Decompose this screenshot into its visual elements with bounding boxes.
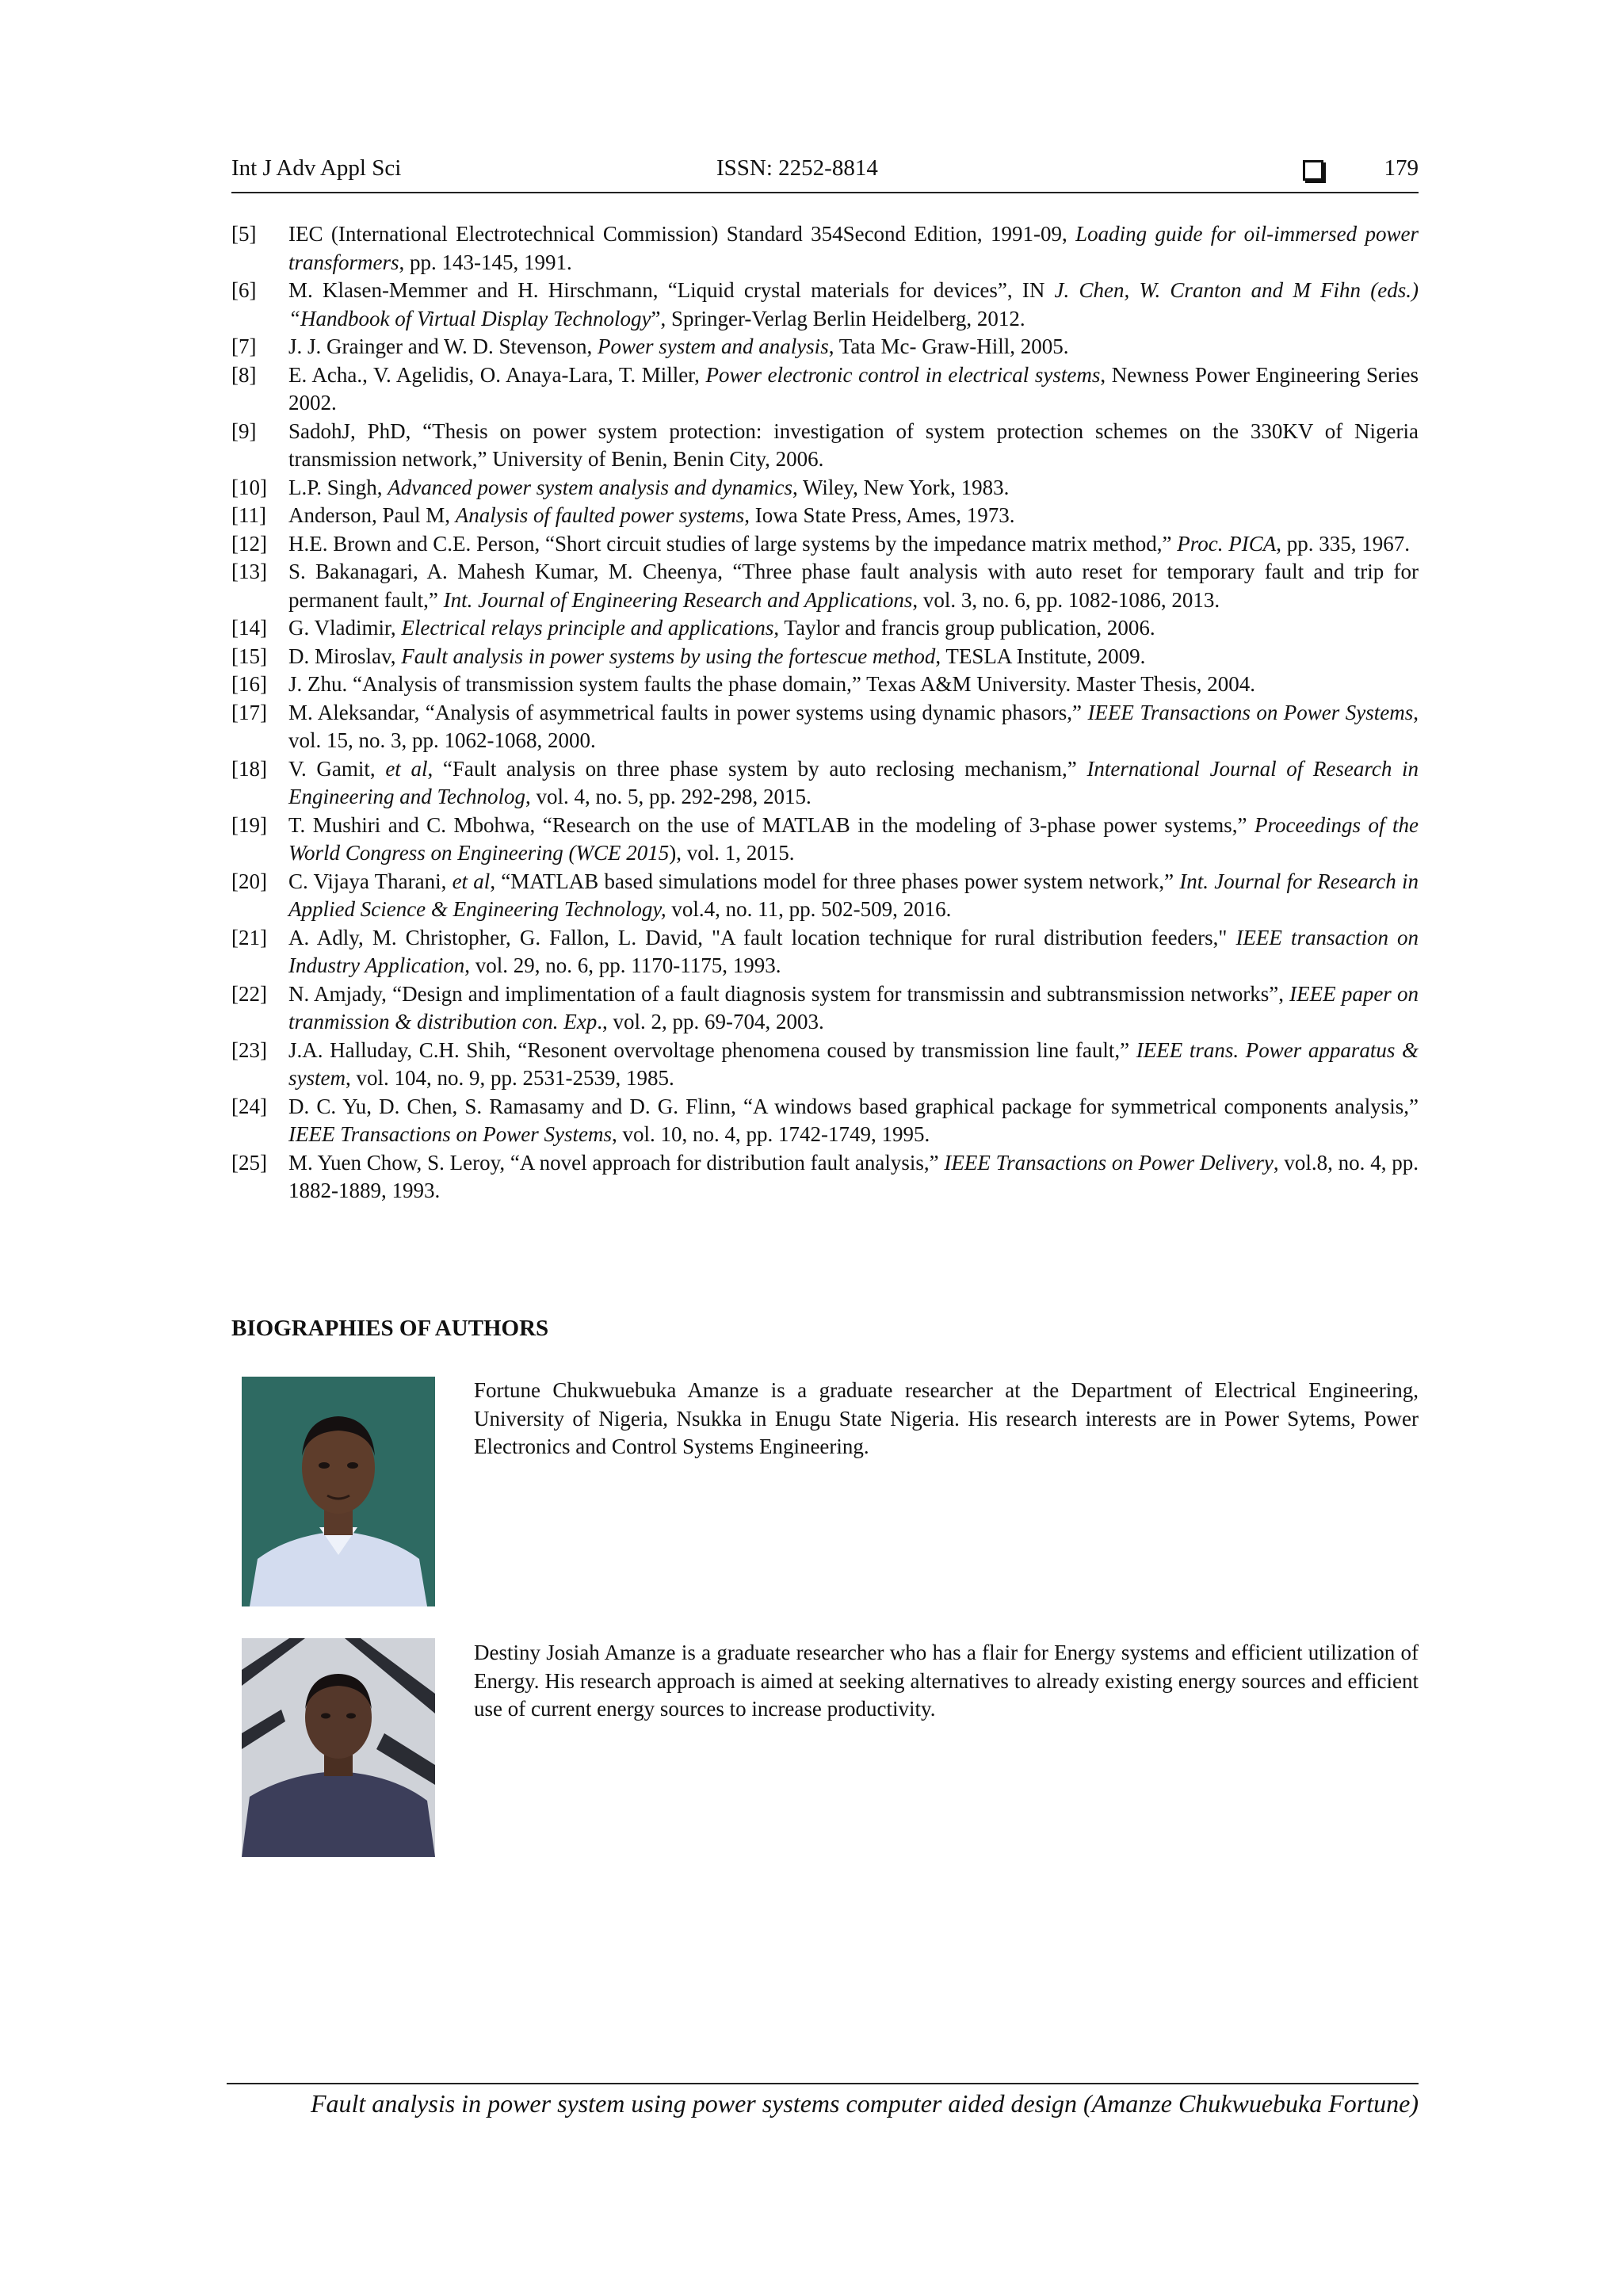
reference-item <box>231 558 1419 614</box>
reference-text: T. Mushiri and C. Mbohwa, “Research on the use of MATLAB in the modeling of 3-phase power systems,” Proceedings of the World Congress on Engineering (WCE 2015), vol. 1, 2015. <box>288 812 1419 865</box>
reference-number: [17] <box>231 700 267 724</box>
reference-item <box>231 614 1419 643</box>
square-box-icon <box>1303 160 1323 181</box>
reference-item <box>231 670 1419 699</box>
reference-number: [25] <box>231 1150 267 1175</box>
reference-item <box>231 220 1419 277</box>
reference-item <box>231 361 1419 418</box>
reference-text: E. Acha., V. Agelidis, O. Anaya-Lara, T. Miller, Power electronic control in electrical systems, Newness Power Engineering Series 2002. <box>288 362 1419 415</box>
reference-text: G. Vladimir, Electrical relays principle and applications, Taylor and francis group publication, 2006. <box>288 616 1155 640</box>
reference-text: N. Amjady, “Design and implimentation of a fault diagnosis system for transmissin and subtransmission networks”, IEEE paper on tranmission & distribution con. Exp., vol. 2, pp. 69-704, 2003. <box>288 981 1419 1033</box>
reference-text: J. Zhu. “Analysis of transmission system faults the phase domain,” Texas A&M University. Master Thesis, 2004. <box>288 672 1255 696</box>
reference-item <box>231 1037 1419 1093</box>
reference-item <box>231 333 1419 361</box>
reference-number: [9] <box>231 418 257 443</box>
reference-text: J.A. Halluday, C.H. Shih, “Resonent overvoltage phenomena coused by transmission line fault,” IEEE trans. Power apparatus & system, vol. 104, no. 9, pp. 2531-2539, 1985. <box>288 1037 1419 1090</box>
reference-item <box>231 502 1419 530</box>
reference-item <box>231 812 1419 868</box>
reference-item <box>231 1093 1419 1149</box>
reference-text: L.P. Singh, Advanced power system analysis and dynamics, Wiley, New York, 1983. <box>288 475 1010 499</box>
reference-text: IEC (International Electrotechnical Commission) Standard 354Second Edition, 1991-09, Loading guide for oil-immersed power transformers, pp. 143-145, 1991. <box>288 222 1419 274</box>
reference-text: H.E. Brown and C.E. Person, “Short circuit studies of large systems by the impedance matrix method,” Proc. PICA, pp. 335, 1967. <box>288 531 1410 556</box>
reference-number: [15] <box>231 644 267 668</box>
reference-text: S. Bakanagari, A. Mahesh Kumar, M. Cheenya, “Three phase fault analysis with auto reset for temporary fault and trip for permanent fault,” Int. Journal of Engineering Research and Applications, vol. 3, no. 6, pp. 1082-1086, 2013. <box>288 560 1419 612</box>
reference-text: C. Vijaya Tharani, et al, “MATLAB based simulations model for three phases power system network,” Int. Journal for Research in Applied Science & Engineering Technology, vol.4, no. 11, pp. 502-509, 2016. <box>288 869 1419 921</box>
reference-text: M. Klasen-Memmer and H. Hirschmann, “Liquid crystal materials for devices”, IN J. Chen, W. Cranton and M Fihn (eds.) “Handbook of Virtual Display Technology”, Springer-Verlag Berlin Heidelberg, 2012. <box>288 278 1419 330</box>
author-portrait-2 <box>242 1638 435 1857</box>
reference-text: SadohJ, PhD, “Thesis on power system protection: investigation of system protection schemes on the 330KV of Nigeria transmission network,” University of Benin, Benin City, 2006. <box>288 418 1419 471</box>
journal-name: Int J Adv Appl Sci <box>231 155 402 181</box>
reference-number: [18] <box>231 756 267 781</box>
reference-item <box>231 474 1419 502</box>
reference-item <box>231 530 1419 559</box>
reference-number: [5] <box>231 222 257 246</box>
reference-number: [22] <box>231 981 267 1006</box>
reference-number: [23] <box>231 1037 267 1062</box>
author-photo-2 <box>242 1638 435 1857</box>
reference-item <box>231 643 1419 671</box>
biographies-heading: BIOGRAPHIES OF AUTHORS <box>231 1316 549 1341</box>
reference-text: M. Aleksandar, “Analysis of asymmetrical faults in power systems using dynamic phasors,” IEEE Transactions on Power Systems, vol. 15, no. 3, pp. 1062-1068, 2000. <box>288 700 1419 752</box>
reference-number: [12] <box>231 531 267 556</box>
reference-number: [10] <box>231 475 267 499</box>
reference-number: [19] <box>231 812 267 837</box>
page-footer: Fault analysis in power system using power systems computer aided design (Amanze Chukwuebuka Fortune) <box>227 2083 1419 2118</box>
reference-text: J. J. Grainger and W. D. Stevenson, Power system and analysis, Tata Mc- Graw-Hill, 2005. <box>288 334 1069 358</box>
reference-text: V. Gamit, et al, “Fault analysis on three phase system by auto reclosing mechanism,” International Journal of Research in Engineering and Technolog, vol. 4, no. 5, pp. 292-298, 2015. <box>288 756 1419 808</box>
reference-number: [14] <box>231 616 267 640</box>
author-portrait-1 <box>242 1377 435 1606</box>
reference-number: [11] <box>231 503 266 527</box>
reference-item <box>231 924 1419 980</box>
reference-number: [7] <box>231 334 257 358</box>
reference-text: D. C. Yu, D. Chen, S. Ramasamy and D. G. Flinn, “A windows based graphical package for symmetrical components analysis,” IEEE Transactions on Power Systems, vol. 10, no. 4, pp. 1742-1749, 1995. <box>288 1094 1419 1146</box>
reference-text: M. Yuen Chow, S. Leroy, “A novel approach for distribution fault analysis,” IEEE Transactions on Power Delivery, vol.8, no. 4, pp. 1882-1889, 1993. <box>288 1150 1419 1202</box>
reference-list <box>231 220 1419 1205</box>
reference-item <box>231 868 1419 924</box>
reference-number: [20] <box>231 869 267 893</box>
issn: ISSN: 2252-8814 <box>716 155 878 181</box>
reference-text: D. Miroslav, Fault analysis in power systems by using the fortescue method, TESLA Institute, 2009. <box>288 644 1146 668</box>
reference-number: [13] <box>231 560 267 583</box>
reference-text: A. Adly, M. Christopher, G. Fallon, L. David, "A fault location technique for rural distribution feeders," IEEE transaction on Industry Application, vol. 29, no. 6, pp. 1170-1175, 1993. <box>288 925 1419 977</box>
author-bio-1: Fortune Chukwuebuka Amanze is a graduate researcher at the Department of Electrical Engineering, University of Nigeria, Nsukka in Enugu State Nigeria. His research interests are in Power Sytems, Power Electronics and Control Systems Engineering. <box>474 1378 1419 1458</box>
reference-item <box>231 418 1419 474</box>
reference-number: [16] <box>231 672 267 696</box>
reference-item <box>231 1149 1419 1205</box>
reference-number: [8] <box>231 362 257 387</box>
page-header <box>231 155 1419 193</box>
author-bio-2: Destiny Josiah Amanze is a graduate researcher who has a flair for Energy systems and efficient utilization of Energy. His research approach is aimed at seeking alternatives to already existing energy sources and efficient use of current energy sources to increase productivity. <box>474 1641 1419 1721</box>
reference-item <box>231 277 1419 333</box>
page-number: 179 <box>1384 155 1419 181</box>
reference-item <box>231 755 1419 812</box>
reference-number: [21] <box>231 925 267 949</box>
reference-text: Anderson, Paul M, Analysis of faulted power systems, Iowa State Press, Ames, 1973. <box>288 503 1015 527</box>
author-photo-1 <box>242 1377 435 1606</box>
reference-number: [24] <box>231 1094 267 1118</box>
reference-item <box>231 699 1419 755</box>
reference-item <box>231 980 1419 1037</box>
reference-number: [6] <box>231 278 257 302</box>
